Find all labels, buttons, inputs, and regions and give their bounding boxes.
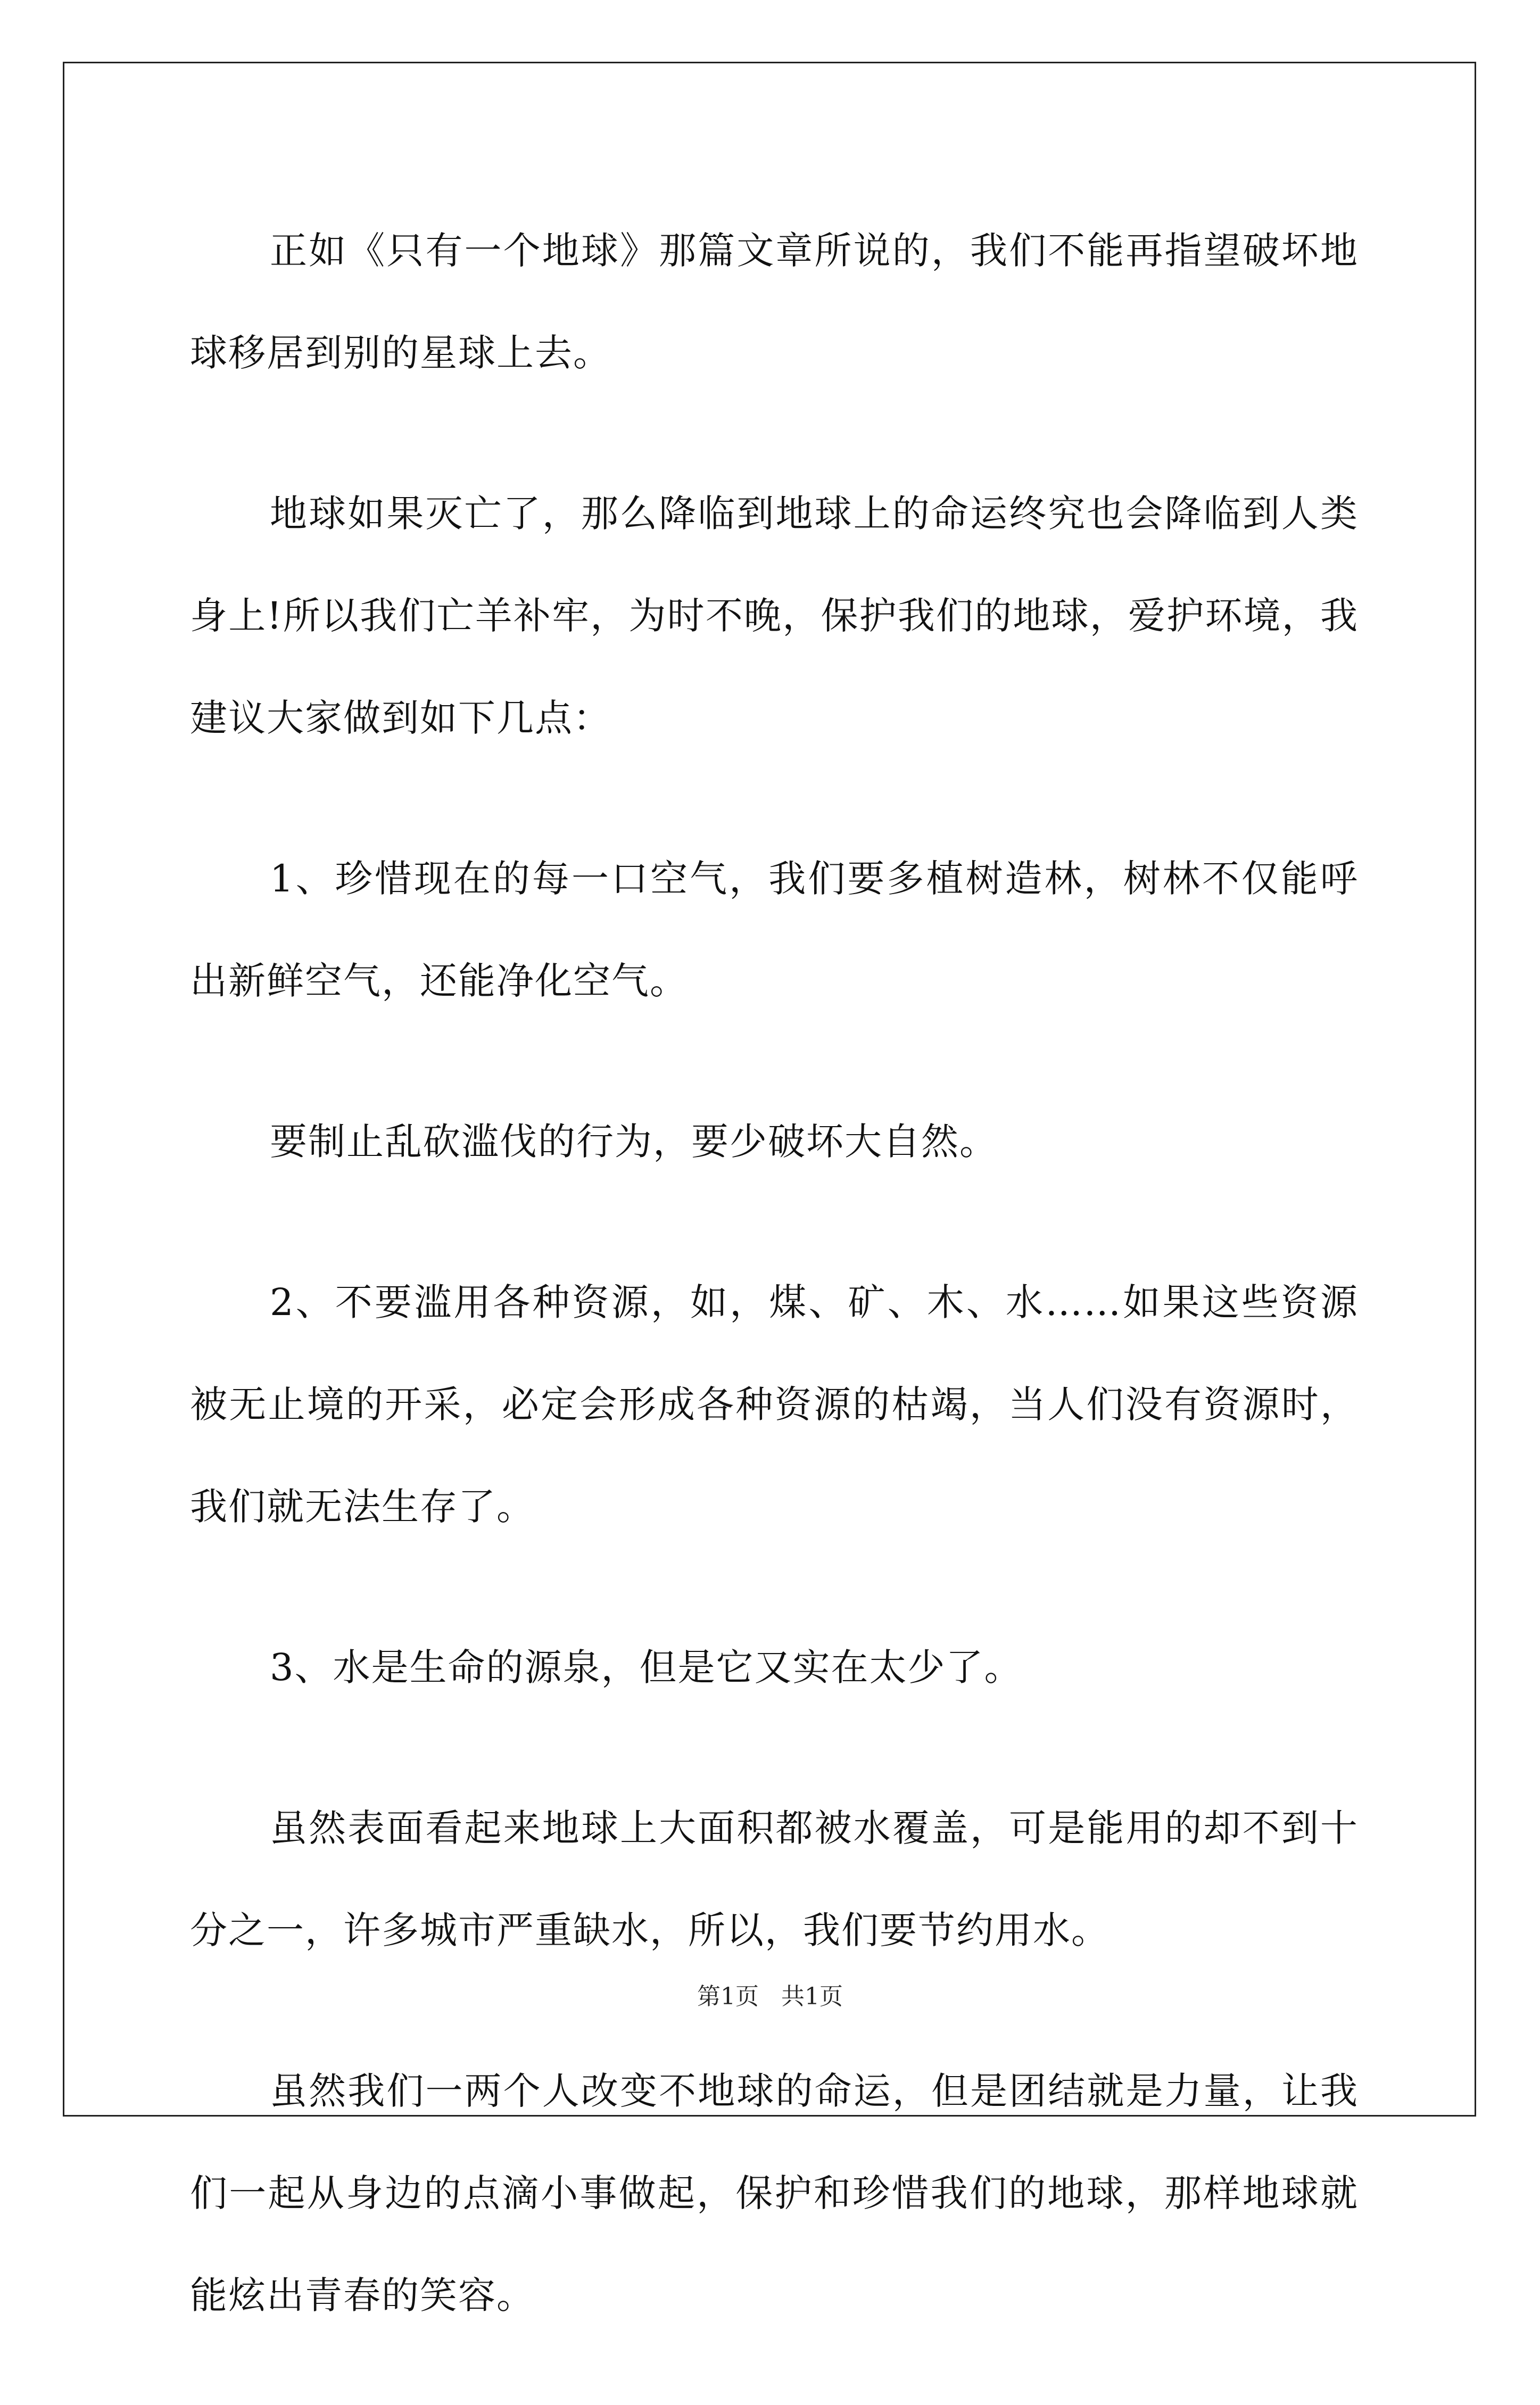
paragraph-2: 地球如果灭亡了，那么降临到地球上的命运终究也会降临到人类身上!所以我们亡羊补牢，为时不晚，保护我们的地球，爱护环境，我建议大家做到如下几点：: [190, 492, 1359, 740]
document-body: [190, 200, 1359, 2405]
paragraph-4: 要制止乱砍滥伐的行为，要少破坏大自然。: [270, 1120, 998, 1163]
paragraph-7: 虽然表面看起来地球上大面积都被水覆盖，可是能用的却不到十分之一，许多城市严重缺水，所以，我们要节约用水。: [190, 1806, 1359, 1952]
page-footer: 第1页 共1页: [697, 1983, 843, 2010]
paragraph-3: 1、珍惜现在的每一口空气，我们要多植树造林，树林不仅能呼出新鲜空气，还能净化空气。: [190, 857, 1359, 1003]
paragraph-6: 3、水是生命的源泉，但是它又实在太少了。: [270, 1646, 1023, 1689]
paragraph-5: 2、不要滥用各种资源，如，煤、矿、木、水……如果这些资源被无止境的开采，必定会形成各种资源的枯竭，当人们没有资源时，我们就无法生存了。: [190, 1280, 1359, 1528]
paragraph-1: 正如《只有一个地球》那篇文章所说的，我们不能再指望破坏地球移居到别的星球上去。: [190, 229, 1359, 375]
paragraph-8: 虽然我们一两个人改变不地球的命运，但是团结就是力量，让我们一起从身边的点滴小事做起，保护和珍惜我们的地球，那样地球就能炫出青春的笑容。: [190, 2069, 1359, 2317]
